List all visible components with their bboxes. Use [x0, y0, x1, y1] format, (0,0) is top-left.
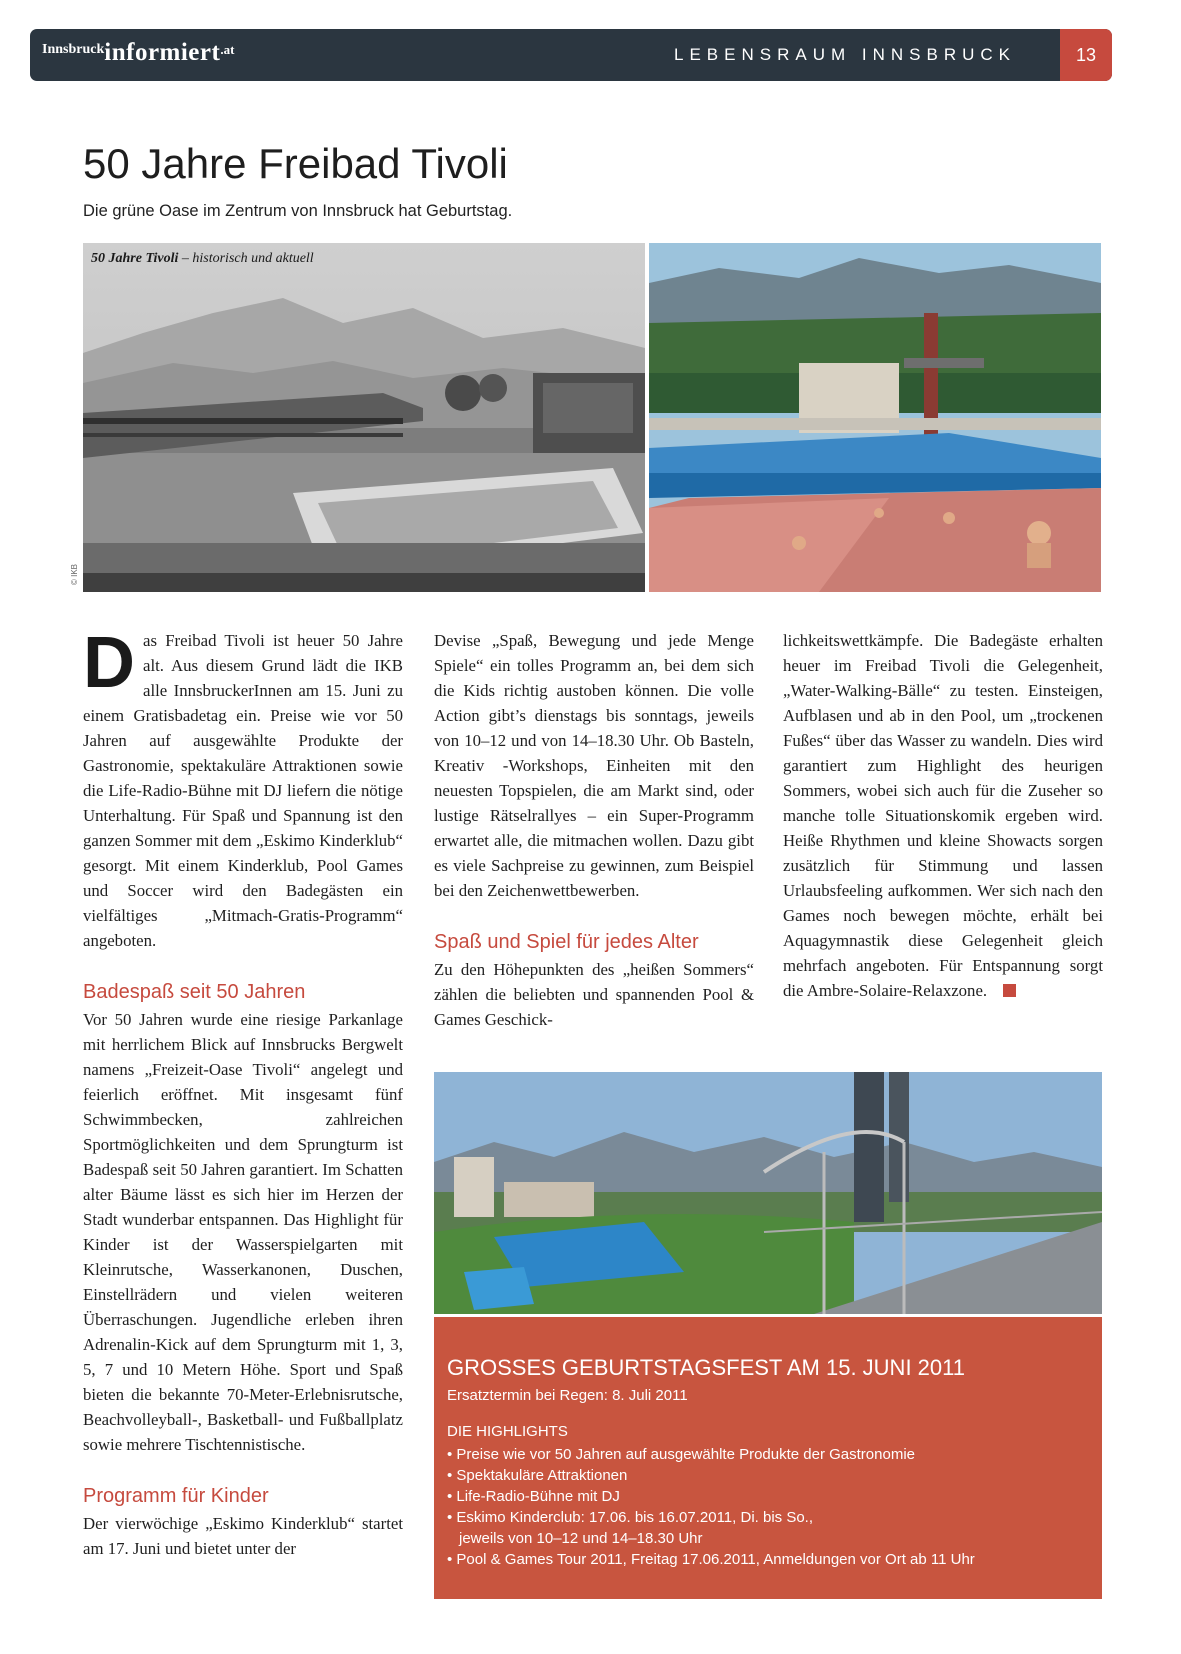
section3-text-b: lichkeitswettkämpfe. Die Badegäste erhalten heuer im Freibad Tivoli die Gelegenheit, „Water-Walking-Bälle“ zu testen. Einsteigen, Aufblasen und ab in den Pool, um „trockenen Fußes“ über das Wasser zu wandeln. Dies wird garantiert zum Highlight des heurigen Sommers, wobei sich auch für die Zuseher so manche tolle Situationskomik ergeben wird. Heiße Rhythmen und kleine Showacts sorgen zusätzlich für Stimmung und lassen Urlaubsfeeling aufkommen. Wer sich nach den Games noch bewegen möchte, erhält bei Aquagymnastik diese Gelegenheit gleich mehrfach angeboten. Für Entspannung sorgt die Ambre-Solaire-Relaxzone.	[783, 631, 1103, 1000]
photo-caption-bold: 50 Jahre Tivoli	[91, 251, 179, 266]
brand-big: informiert	[104, 39, 221, 66]
header-bar	[30, 29, 1112, 81]
infobox-subtitle: Ersatztermin bei Regen: 8. Juli 2011	[447, 1387, 688, 1404]
subhead-badespass: Badespaß seit 50 Jahren	[83, 981, 306, 1003]
event-infobox	[434, 1317, 1102, 1599]
section-label: LEBENSRAUM INNSBRUCK	[674, 45, 1016, 64]
photo-credit: © IKB	[70, 563, 79, 585]
highlight-item: • Life-Radio-Bühne mit DJ	[447, 1488, 620, 1505]
current-pool-photo	[649, 243, 1101, 592]
highlight-item-continued: jeweils von 10–12 und 14–18.30 Uhr	[459, 1530, 703, 1547]
panorama-photo	[434, 1072, 1102, 1314]
highlight-item: • Spektakuläre Attraktionen	[447, 1467, 628, 1484]
section2-text-a: Der vierwöchige „Eskimo Kinderklub“ startet am 17. Juni und bietet unter der	[83, 1514, 403, 1558]
section3-text-a: Zu den Höhepunkten des „heißen Sommers“ zählen die beliebten und spannenden Pool & Games Geschick-	[434, 960, 754, 1029]
article-column-3	[783, 628, 1103, 1003]
page-number: 13	[1060, 29, 1112, 81]
highlight-item: • Eskimo Kinderclub: 17.06. bis 16.07.2011, Di. bis So.,	[447, 1509, 814, 1526]
highlights-heading: DIE HIGHLIGHTS	[447, 1423, 568, 1440]
infobox-title: GROSSES GEBURTSTAGSFEST AM 15. JUNI 2011	[447, 1355, 965, 1380]
article-subtitle: Die grüne Oase im Zentrum von Innsbruck hat Geburtstag.	[83, 202, 513, 220]
article-title: 50 Jahre Freibad Tivoli	[83, 140, 508, 187]
subhead-spass-spiel: Spaß und Spiel für jedes Alter	[434, 931, 699, 953]
highlight-item: • Pool & Games Tour 2011, Freitag 17.06.2011, Anmeldungen vor Ort ab 11 Uhr	[447, 1551, 975, 1568]
intro-text: as Freibad Tivoli ist heuer 50 Jahre alt. Aus diesem Grund lädt die IKB alle InnsbruckerInnen am 15. Juni zu einem Gratisbadetag ein. Preise wie vor 50 Jahren auf ausgewählte Produkte der Gastronomie, spektakuläre Attraktionen sowie die Life-Radio-Bühne mit DJ liefern die nötige Unterhaltung. Für Spaß und Spannung ist den ganzen Sommer mit dem „Eskimo Kinderklub“ gesorgt. Mit einem Kinderklub, Pool Games und Soccer wird den Badegästen ein vielfältiges „Mitmach-Gratis-Programm“ angeboten.	[83, 631, 403, 950]
article-column-1	[83, 623, 403, 1561]
article-column-2	[434, 628, 754, 1032]
highlights-list	[447, 1444, 975, 1570]
drop-cap: D	[83, 623, 135, 703]
subhead-programm: Programm für Kinder	[83, 1485, 269, 1507]
end-mark	[1003, 984, 1016, 997]
section2-text-b: Devise „Spaß, Bewegung und jede Menge Spiele“ ein tolles Programm an, bei dem sich die Kids richtig austoben können. Die volle Action gibt’s dienstags bis sonntags, jeweils von 10–12 und von 14–18.30 Uhr. Ob Basteln, Kreativ -Workshops, Einheiten mit den neuesten Topspielen, die am Markt sind, oder lustige Rätselrallyes – ein Super-Programm erwartet alle, die mitmachen wollen. Dazu gibt es viele Sachpreise zu gewinnen, zum Beispiel bei den Zeichenwettbewerben.	[434, 631, 754, 900]
section1-text: Vor 50 Jahren wurde eine riesige Parkanlage mit herrlichem Blick auf Innsbrucks Bergwelt namens „Freizeit-Oase Tivoli“ angelegt und feierlich eröffnet. Mit insgesamt fünf Schwimmbecken, zahlreichen Sportmöglichkeiten und dem Sprungturm ist Badespaß seit 50 Jahren garantiert. Im Schatten alter Bäume lässt es sich hier im Herzen der Stadt wunderbar entspannen. Das Highlight für Kinder ist der Wasserspielgarten mit Kleinrutsche, Wasserkanonen, Duschen, Einstellrädern und vielen weiteren Überraschungen. Jugendliche erleben ihren Adrenalin-Kick auf dem Sprungturm mit 1, 3, 5, 7 und 10 Metern Höhe. Sport und Spaß bieten die bekannte 70-Meter-Erlebnisrutsche, Beachvolleyball-, Basketball- und Fußballplatz sowie mehrere Tischtennistische.	[83, 1010, 403, 1454]
photo-caption	[91, 251, 314, 267]
historic-pool-photo	[83, 243, 645, 592]
brand-logo[interactable]	[42, 39, 234, 67]
brand-small: Innsbruck	[42, 42, 105, 57]
highlight-item: • Preise wie vor 50 Jahren auf ausgewählte Produkte der Gastronomie	[447, 1446, 916, 1463]
brand-sup: .at	[220, 42, 235, 57]
photo-caption-rest: – historisch und aktuell	[178, 251, 314, 266]
